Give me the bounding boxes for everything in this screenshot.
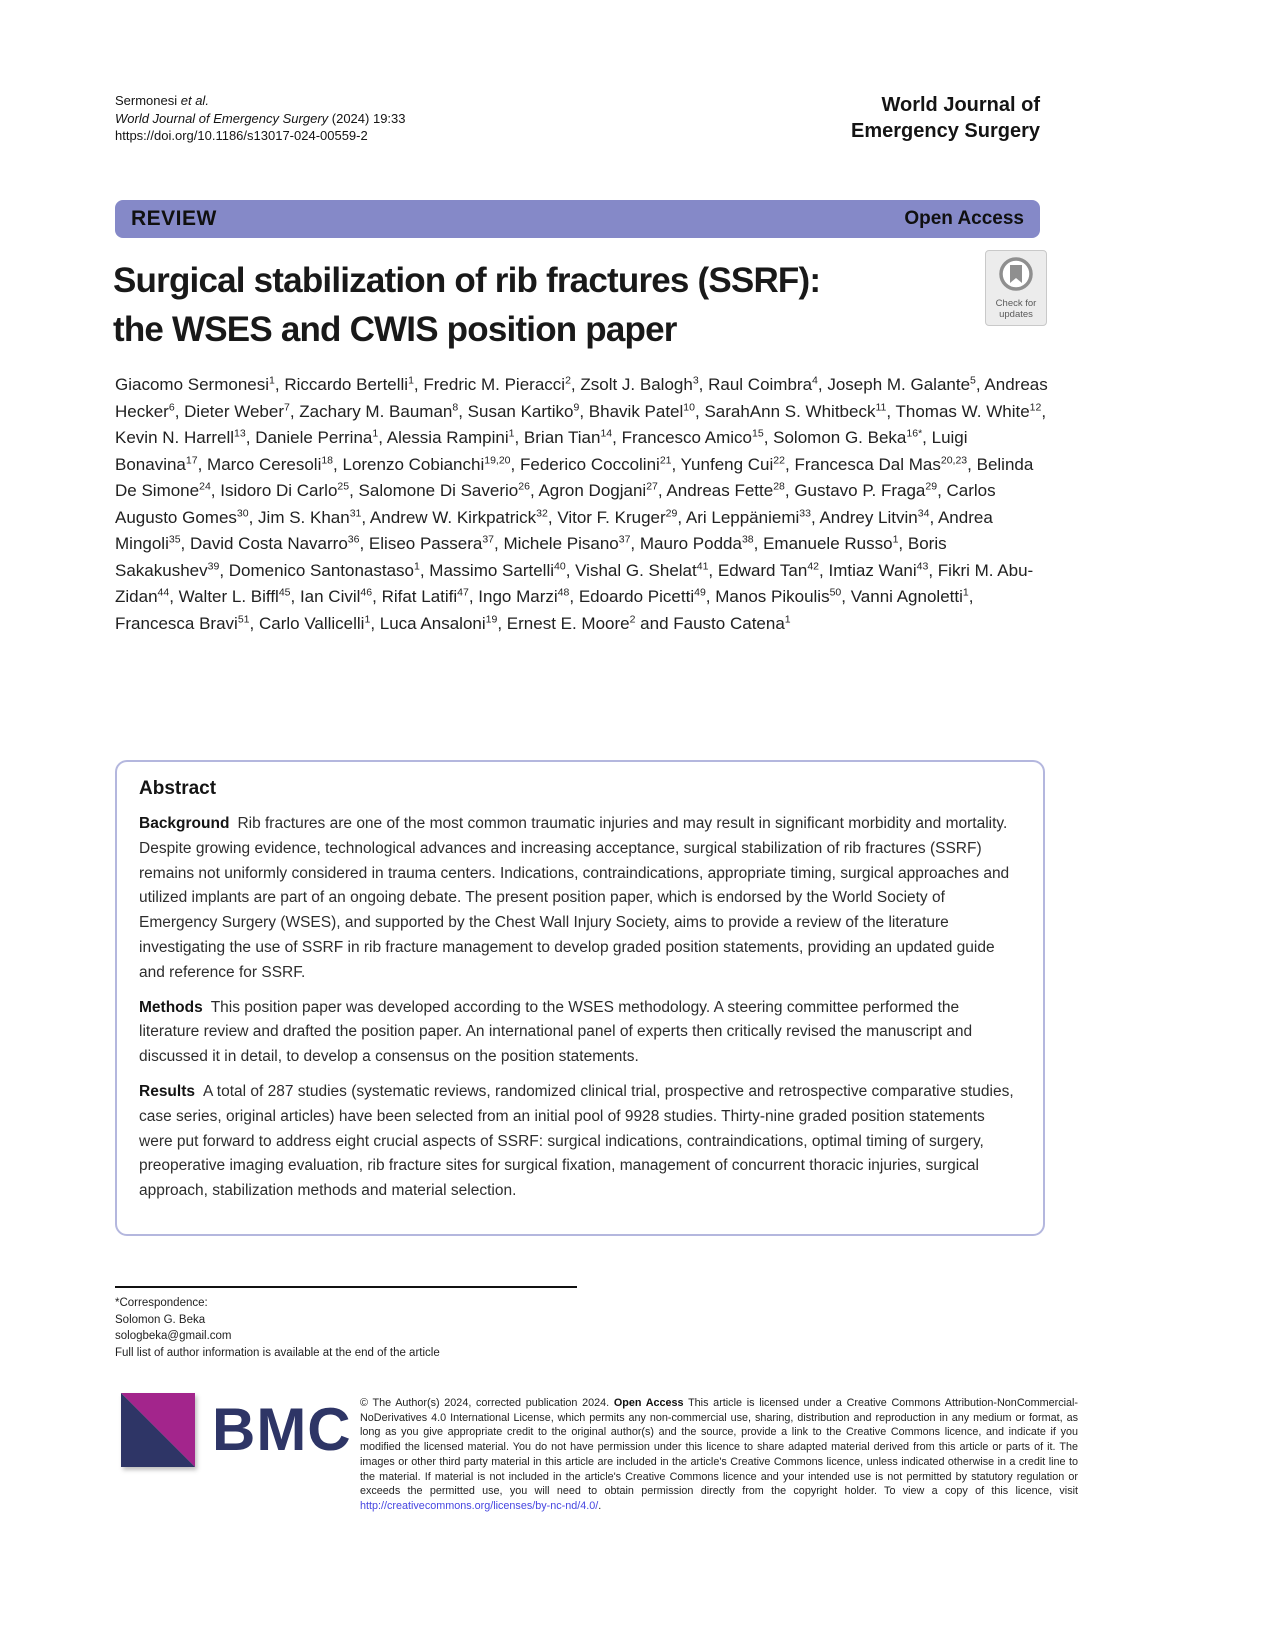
correspondence-label: *Correspondence: — [115, 1297, 208, 1309]
doi-text: https://doi.org/10.1186/s13017-024-00559-2 — [115, 128, 368, 143]
correspondence-email: sologbeka@gmail.com — [115, 1330, 232, 1342]
correspondence-note: Full list of author information is available at the end of the article — [115, 1346, 440, 1359]
license-open-access-label: Open Access — [613, 1397, 684, 1409]
citation-journal-line: World Journal of Emergency Surgery (2024) 19:33 — [115, 110, 406, 126]
review-label: REVIEW — [131, 207, 217, 230]
license-text: © The Author(s) 2024, corrected publication 2024. Open Access This article is licensed under a Creative Commons Attribution-NonCommercial-NoDerivatives 4.0 International License, which permits any non-commercial use, sharing, distribution and reproduction in any medium or format, as long as you give appropriate credit to the original author(s) and the source, provide a link to the Creative Commons licence, and indicate if you modified the licensed material. You do not have permission under this licence to share adapted material derived from this article or parts of it. The images or other third party material in this article are included in the article's Creative Commons licence, unless indicated otherwise in a credit line to the material. If material is not included in the article's Creative Commons licence and your intended use is not permitted by statutory regulation or exceeds the permitted use, you will need to obtain permission directly from the copyright holder. To view a copy of this licence, visit http://creativecommons.org/licenses/by-nc-nd/4.0/. — [360, 1397, 1078, 1512]
author-list: Giacomo Sermonesi$^1$, Riccardo Bertelli$^1$, Fredric M. Pieracci$^2$, Zsolt J. Balogh$^3$, Raul Coimbra$^4$, Joseph M. Galante$^5$, Andreas Hecker$^6$, Dieter Weber$^7$, Zachary M. Bauman$^8$, Susan Kartiko$^9$, Bhavik Patel$^{10}$, SarahAnn S. Whitbeck$^{11}$, Thomas W. White$^{12}$, Kevin N. Harrell$^{13}$, Daniele Perrina$^1$, Alessia Rampini$^1$, Brian Tian$^{14}$, Francesco Amico$^{15}$, Solomon G. Beka$^{16*}$, Luigi Bonavina$^{17}$, Marco Ceresoli$^{18}$, Lorenzo Cobianchi$^{19,20}$, Federico Coccolini$^{21}$, Yunfeng Cui$^{22}$, Francesca Dal Mas$^{20,23}$, Belinda De Simone$^{24}$, Isidoro Di Carlo$^{25}$, Salomone Di Saverio$^{26}$, Agron Dogjani$^{27}$, Andreas Fette$^{28}$, Gustavo P. Fraga$^{29}$, Carlos Augusto Gomes$^{30}$, Jim S. Khan$^{31}$, Andrew W. Kirkpatrick$^{32}$, Vitor F. Kruger$^{29}$, Ari Leppäniemi$^{33}$, Andrey Litvin$^{34}$, Andrea Mingoli$^{35}$, David Costa Navarro$^{36}$, Eliseo Passera$^{37}$, Michele Pisano$^{37}$, Mauro Podda$^{38}$, Emanuele Russo$^1$, Boris Sakakushev$^{39}$, Domenico Santonastaso$^1$, Massimo Sartelli$^{40}$, Vishal G. Shelat$^{41}$, Edward Tan$^{42}$, Imtiaz Wani$^{43}$, Fikri M. Abu-Zidan$^{44}$, Walter L. Biffl$^{45}$, Ian Civil$^{46}$, Rifat Latifi$^{47}$, Ingo Marzi$^{48}$, Edoardo Picetti$^{49}$, Manos Pikoulis$^{50}$, Vanni Agnoletti$^1$, Francesca Bravi$^{51}$, Carlo Vallicelli$^1$, Luca Ansaloni$^{19}$, Ernest E. Moore$^2$ and Fausto Catena$^1$ — [115, 374, 1048, 633]
abstract-box — [115, 760, 1045, 1236]
abstract-methods: Methods This position paper was developed according to the WSES methodology. A steering committee performed the literature review and drafted the position paper. An international panel of experts then critically revised the manuscript and discussed it in detail, to develop a consensus on the position statements. — [139, 998, 973, 1066]
bmc-logo-text: BMC — [212, 1396, 352, 1463]
license-link[interactable]: http://creativecommons.org/licenses/by-nc-nd/4.0/ — [360, 1499, 599, 1512]
open-access-label: Open Access — [904, 208, 1024, 229]
bmc-logo — [120, 1392, 352, 1468]
citation-block — [115, 92, 406, 145]
correspondence-name: Solomon G. Beka — [115, 1313, 206, 1326]
page-title: Surgical stabilization of rib fractures (SSRF): the WSES and CWIS position paper — [113, 261, 821, 349]
journal-name: World Journal of Emergency Surgery — [851, 94, 1040, 142]
correspondence-divider — [115, 1286, 577, 1288]
abstract-results: Results A total of 287 studies (systematic reviews, randomized clinical trial, prospective and retrospective comparative studies, case series, original articles) have been selected from an initial pool of 9928 studies. Thirty-nine graded position statements were put forward to address eight crucial aspects of SSRF: surgical indications, contraindications, optimal timing of surgery, preoperative imaging evaluation, rib fracture sites for surgical fixation, management of concurrent thoracic injuries, surgical approach, stabilization methods and material selection. — [139, 1082, 1014, 1200]
bmc-logo-icon — [120, 1392, 196, 1468]
article-type-banner — [115, 200, 1040, 238]
citation-line: Sermonesi et al. — [115, 93, 209, 108]
check-for-updates-badge[interactable]: Check for updates — [985, 250, 1047, 326]
correspondence-block — [115, 1295, 440, 1361]
abstract-heading: Abstract — [139, 778, 217, 799]
abstract-background: Background Rib fractures are one of the most common traumatic injuries and may result in significant morbidity and mortality. Despite growing evidence, technological advances and increasing acceptance, surgical stabilization of rib fractures (SSRF) remains not uniformly considered in trauma centers. Indications, contraindications, appropriate timing, surgical approaches and utilized implants are part of an ongoing debate. The present position paper, which is endorsed by the World Society of Emergency Surgery (WSES), and supported by the Chest Wall Injury Society, aims to provide a review of the literature investigating the use of SSRF in rib fracture management to develop graded position statements, providing an updated guide and reference for SSRF. — [139, 815, 1010, 981]
